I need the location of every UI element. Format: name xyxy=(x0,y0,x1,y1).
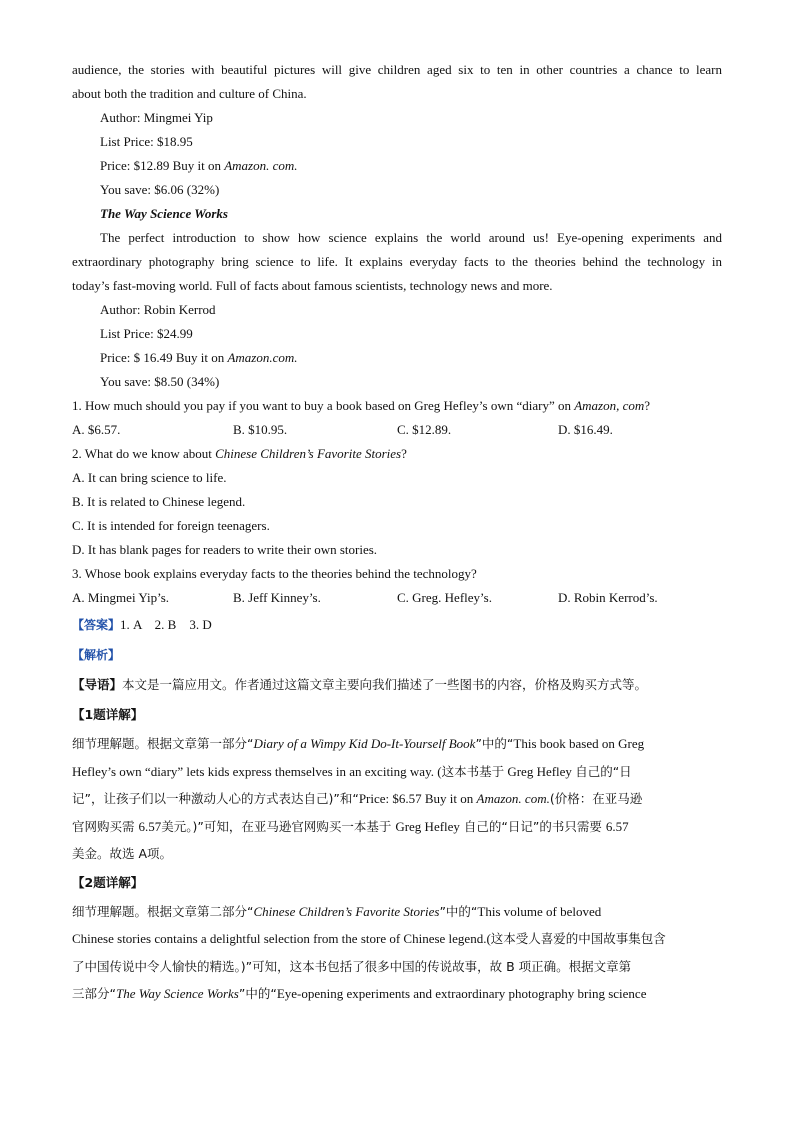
q3-option-d: D. Robin Kerrod’s. xyxy=(558,590,658,605)
detail2-l1-title: Chinese Children’s Favorite Stories xyxy=(253,903,440,919)
question-1 xyxy=(72,394,722,418)
q1-site: Amazon, com xyxy=(574,398,645,413)
q2-option-d: D. It has blank pages for readers to write their own stories. xyxy=(72,542,378,557)
detail1-heading: 【1题详解】 xyxy=(72,707,144,722)
guide-line xyxy=(72,670,722,700)
question-3: 3. Whose book explains everyday facts to the theories behind the technology? xyxy=(72,566,477,581)
answer-label: 【答案】 xyxy=(72,618,121,632)
detail2-line-1 xyxy=(72,898,722,926)
detail1-line-2 xyxy=(72,758,722,786)
detail2-heading: 【2题详解】 xyxy=(72,874,144,890)
guide-text: 本文是一篇应用文。作者通过这篇文章主要向我们描述了一些图书的内容，价格及购买方式等。 xyxy=(122,677,648,692)
detail1-l1-en: This book based on Greg xyxy=(513,736,645,751)
detail2-l1-b: ”中的“ xyxy=(439,903,478,919)
q1-option-a: A. $6.57. xyxy=(72,422,121,437)
detail1-l4-cn: 官网购买需 xyxy=(72,818,139,834)
book3-desc-line-2: extraordinary photography bring science to life. It explains everyday facts to the theories behind the technology in xyxy=(72,254,722,269)
detail1-l4-cn3: 自己的“日记”的书只需要 xyxy=(459,818,606,834)
detail2-l4-en: Eye-opening experiments and extraordinary photography bring science xyxy=(276,986,647,1001)
q2-text: 2. What do we know about xyxy=(72,446,216,461)
book3-price-site: Amazon.com. xyxy=(227,350,298,365)
detail1-l2-en2: Greg Hefley xyxy=(504,763,576,779)
book2-list-price: List Price: $18.95 xyxy=(100,134,193,149)
q1-option-d: D. $16.49. xyxy=(558,422,613,437)
detail2-l1-a: 细节理解题。根据文章第二部分“ xyxy=(72,903,254,919)
detail1-l4-en: 6.57 xyxy=(138,818,162,834)
book3-desc-line-3: today’s fast-moving world. Full of facts about famous scientists, technology news and more. xyxy=(72,278,553,293)
book3-list-price: List Price: $24.99 xyxy=(100,326,193,341)
q3-options xyxy=(72,586,722,610)
answer-line xyxy=(72,610,722,640)
q3-option-b: B. Jeff Kinney’s. xyxy=(233,590,321,605)
detail2-l1-en: This volume of beloved xyxy=(477,903,602,919)
detail1-l3-cn: 记”，让孩子们以一种激动人心的方式表达自己)”和“ xyxy=(72,791,359,806)
detail1-l4-en2: Greg Hefley xyxy=(395,818,460,834)
q2-option-a: A. It can bring science to life. xyxy=(72,470,227,485)
book2-price-site: Amazon. com. xyxy=(224,158,298,173)
book3-you-save: You save: $8.50 (34%) xyxy=(100,374,220,389)
detail2-l2-en: Chinese stories contains a delightful selection from the store of Chinese legend.( xyxy=(72,931,491,946)
answer-text: 1. A 2. B 3. D xyxy=(120,617,212,632)
detail2-line-2 xyxy=(72,925,722,953)
book2-you-save: You save: $6.06 (32%) xyxy=(100,182,220,197)
book3-title: The Way Science Works xyxy=(100,206,228,221)
detail2-l4-title: The Way Science Works xyxy=(115,986,239,1001)
book2-author: Author: Mingmei Yip xyxy=(100,110,213,125)
book3-author: Author: Robin Kerrod xyxy=(100,302,216,317)
detail1-line-5: 美金。故选 A项。 xyxy=(72,846,173,861)
q2-option-c: C. It is intended for foreign teenagers. xyxy=(72,518,270,533)
detail1-l2-cn: 这本书基于 xyxy=(441,763,505,779)
intro-line-1: audience, the stories with beautiful pictures will give children aged six to ten in other countries a chance to learn xyxy=(72,62,722,77)
detail1-l4-en3: 6.57 xyxy=(605,818,629,834)
q1-text: 1. How much should you pay if you want to buy a book based on Greg Hefley’s own “diary” on xyxy=(72,398,575,413)
detail1-l3-cn2: (价格：在亚马逊 xyxy=(549,791,643,806)
analysis-line xyxy=(72,640,722,670)
detail2-line-3: 了中国传说中令人愉快的精选。)”可知，这本书包括了很多中国的传说故事，故 B 项正确。根据文章第 xyxy=(72,958,632,974)
analysis-label: 【解析】 xyxy=(72,648,121,662)
book3-price xyxy=(72,346,722,370)
detail1-l2-cn2: 自己的“日 xyxy=(575,763,632,779)
detail2-l4-cn2: ”中的“ xyxy=(238,986,277,1001)
detail1-line-1 xyxy=(72,730,722,758)
detail1-line-3 xyxy=(72,785,722,813)
q3-option-a: A. Mingmei Yip’s. xyxy=(72,590,170,605)
intro-line-2: about both the tradition and culture of China. xyxy=(72,86,307,101)
detail1-l1-title: Diary of a Wimpy Kid Do-It-Yourself Book xyxy=(253,736,476,751)
book3-desc-line-1: The perfect introduction to show how science explains the world around us! Eye-opening experiments and xyxy=(100,230,722,245)
book2-price-text: Price: $12.89 Buy it on xyxy=(100,158,225,173)
detail1-l3-en: Price: $6.57 Buy it on xyxy=(358,791,477,806)
detail1-l1-a: 细节理解题。根据文章第一部分“ xyxy=(72,736,254,751)
detail1-l2-en: Hefley’s own “diary” lets kids express themselves in an exciting way. ( xyxy=(72,763,442,779)
book2-price xyxy=(72,154,722,178)
detail1-l1-b: ”中的“ xyxy=(475,736,514,751)
question-2 xyxy=(72,442,722,466)
q1-suffix: ? xyxy=(644,398,651,413)
detail1-l3-site: Amazon. com. xyxy=(476,791,550,806)
detail1-line-4 xyxy=(72,813,722,841)
detail1-l4-cn2: 美元。)”可知，在亚马逊官网购买一本基于 xyxy=(161,818,396,834)
detail2-l2-cn: 这本受人喜爱的中国故事集包含 xyxy=(490,931,666,946)
guide-label: 【导语】 xyxy=(72,677,123,692)
detail2-l4-cn: 三部分“ xyxy=(72,986,116,1001)
q2-option-b: B. It is related to Chinese legend. xyxy=(72,494,246,509)
q1-options xyxy=(72,418,722,442)
q2-title: Chinese Children’s Favorite Stories xyxy=(215,446,402,461)
q2-suffix: ? xyxy=(401,446,407,461)
q1-option-b: B. $10.95. xyxy=(233,422,288,437)
document-page xyxy=(72,58,722,1008)
book3-price-text: Price: $ 16.49 Buy it on xyxy=(100,350,228,365)
q1-option-c: C. $12.89. xyxy=(397,422,452,437)
detail2-line-4 xyxy=(72,980,722,1008)
q3-option-c: C. Greg. Hefley’s. xyxy=(397,590,492,605)
